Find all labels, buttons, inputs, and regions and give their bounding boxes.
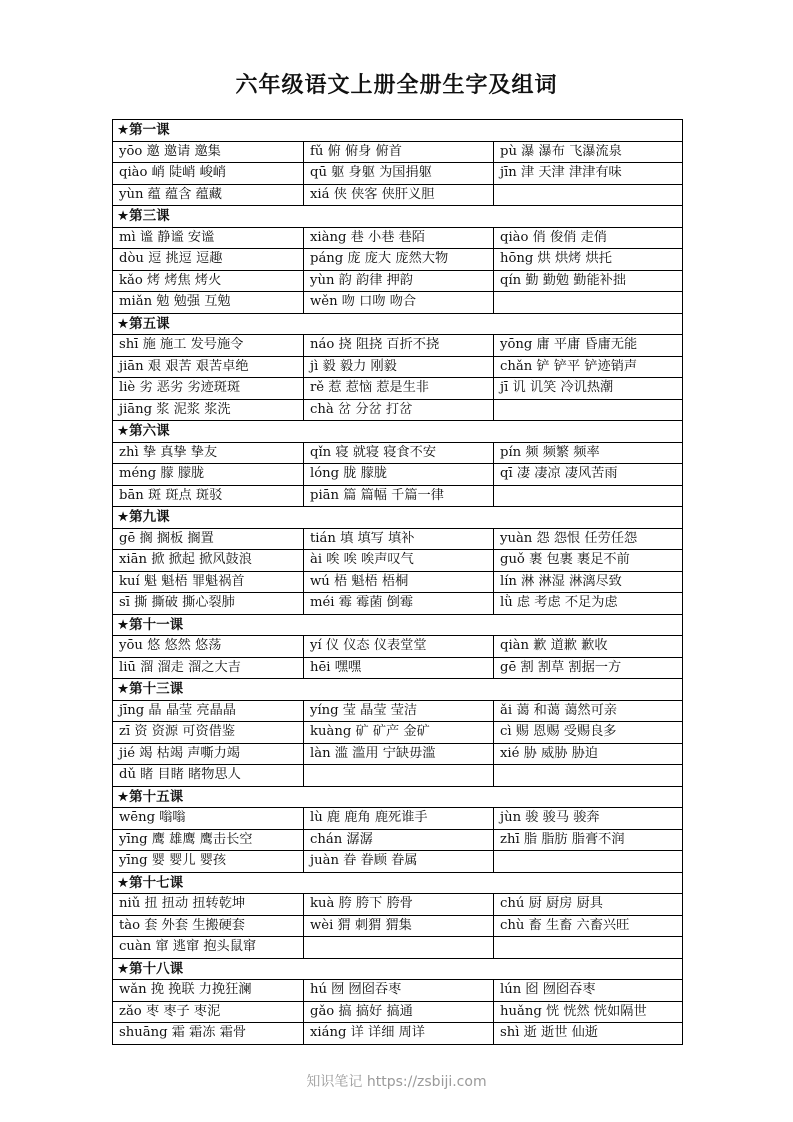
word-cell: jīn 津 天津 津津有味 — [494, 163, 683, 185]
word-cell: pín 频 频繁 频率 — [494, 442, 683, 464]
word-cell: yí 仪 仪态 仪表堂堂 — [304, 636, 494, 658]
word-cell: jiāng 浆 泥浆 浆洗 — [113, 399, 304, 421]
word-cell: xiān 掀 掀起 掀风鼓浪 — [113, 550, 304, 572]
table-row — [113, 163, 683, 185]
word-cell — [494, 292, 683, 314]
table-row — [113, 980, 683, 1002]
word-cell: kuí 魁 魁梧 罪魁祸首 — [113, 571, 304, 593]
table-row — [113, 808, 683, 830]
word-cell: guǒ 裹 包裹 裹足不前 — [494, 550, 683, 572]
word-cell: kuà 胯 胯下 胯骨 — [304, 894, 494, 916]
word-cell: gē 割 割草 割据一方 — [494, 657, 683, 679]
word-cell: gē 搁 搁板 搁置 — [113, 528, 304, 550]
word-cell: yùn 韵 韵律 押韵 — [304, 270, 494, 292]
vocabulary-table — [112, 119, 683, 1045]
vocabulary-table-body — [113, 120, 683, 1045]
word-cell: chǎn 铲 铲平 铲迹销声 — [494, 356, 683, 378]
word-cell: shuāng 霜 霜冻 霜骨 — [113, 1023, 304, 1045]
lesson-heading-row — [113, 206, 683, 228]
word-cell: tào 套 外套 生搬硬套 — [113, 915, 304, 937]
word-cell: sī 撕 撕破 撕心裂肺 — [113, 593, 304, 615]
word-cell: yīng 鹰 雄鹰 鹰击长空 — [113, 829, 304, 851]
word-cell — [494, 765, 683, 787]
word-cell: fǔ 俯 俯身 俯首 — [304, 141, 494, 163]
table-row — [113, 550, 683, 572]
table-row — [113, 743, 683, 765]
word-cell: pù 瀑 瀑布 飞瀑流泉 — [494, 141, 683, 163]
word-cell — [494, 485, 683, 507]
table-row — [113, 1023, 683, 1045]
word-cell: yíng 莹 晶莹 莹洁 — [304, 700, 494, 722]
word-cell: jīng 晶 晶莹 亮晶晶 — [113, 700, 304, 722]
word-cell: gǎo 搞 搞好 搞通 — [304, 1001, 494, 1023]
table-row — [113, 464, 683, 486]
word-cell: jiān 艰 艰苦 艰苦卓绝 — [113, 356, 304, 378]
word-cell: tián 填 填写 填补 — [304, 528, 494, 550]
lesson-heading-row — [113, 958, 683, 980]
word-cell: hēi 嘿嘿 — [304, 657, 494, 679]
word-cell: liū 溜 溜走 溜之大吉 — [113, 657, 304, 679]
word-cell: wú 梧 魁梧 梧桐 — [304, 571, 494, 593]
word-cell: jì 毅 毅力 刚毅 — [304, 356, 494, 378]
table-row — [113, 700, 683, 722]
word-cell: shī 施 施工 发号施令 — [113, 335, 304, 357]
word-cell: xiá 侠 侠客 侠肝义胆 — [304, 184, 494, 206]
table-row — [113, 657, 683, 679]
word-cell: niǔ 扭 扭动 扭转乾坤 — [113, 894, 304, 916]
lesson-heading: ★第九课 — [113, 507, 683, 529]
word-cell: hú 囫 囫囵吞枣 — [304, 980, 494, 1002]
word-cell: rě 惹 惹恼 惹是生非 — [304, 378, 494, 400]
word-cell: ài 唉 唉 唉声叹气 — [304, 550, 494, 572]
word-cell: yīng 婴 婴儿 婴孩 — [113, 851, 304, 873]
word-cell: náo 挠 阻挠 百折不挠 — [304, 335, 494, 357]
word-cell — [304, 765, 494, 787]
word-cell: méng 朦 朦胧 — [113, 464, 304, 486]
table-row — [113, 851, 683, 873]
word-cell: làn 滥 滥用 宁缺毋滥 — [304, 743, 494, 765]
word-cell: yōng 庸 平庸 昏庸无能 — [494, 335, 683, 357]
lesson-heading-row — [113, 120, 683, 142]
word-cell: qī 凄 凄凉 凄风苦雨 — [494, 464, 683, 486]
word-cell: kuàng 矿 矿产 金矿 — [304, 722, 494, 744]
word-cell: qiào 峭 陡峭 峻峭 — [113, 163, 304, 185]
word-cell — [494, 851, 683, 873]
table-row — [113, 335, 683, 357]
word-cell: kǎo 烤 烤焦 烤火 — [113, 270, 304, 292]
table-row — [113, 249, 683, 271]
lesson-heading-row — [113, 507, 683, 529]
table-row — [113, 636, 683, 658]
table-row — [113, 765, 683, 787]
word-cell: yùn 蕴 蕴含 蕴藏 — [113, 184, 304, 206]
word-cell: lǜ 虑 考虑 不足为虑 — [494, 593, 683, 615]
word-cell: méi 霉 霉菌 倒霉 — [304, 593, 494, 615]
table-row — [113, 1001, 683, 1023]
lesson-heading: ★第十三课 — [113, 679, 683, 701]
table-row — [113, 141, 683, 163]
word-cell: wǎn 挽 挽联 力挽狂澜 — [113, 980, 304, 1002]
table-row — [113, 356, 683, 378]
word-cell: chù 畜 生畜 六畜兴旺 — [494, 915, 683, 937]
word-cell: bān 斑 斑点 斑驳 — [113, 485, 304, 507]
table-row — [113, 829, 683, 851]
word-cell: lún 囵 囫囵吞枣 — [494, 980, 683, 1002]
lesson-heading: ★第五课 — [113, 313, 683, 335]
word-cell: juàn 眷 眷顾 眷属 — [304, 851, 494, 873]
word-cell: zhī 脂 脂肪 脂膏不润 — [494, 829, 683, 851]
table-row — [113, 442, 683, 464]
word-cell: dòu 逗 挑逗 逗趣 — [113, 249, 304, 271]
table-row — [113, 528, 683, 550]
word-cell: piān 篇 篇幅 千篇一律 — [304, 485, 494, 507]
word-cell: páng 庞 庞大 庞然大物 — [304, 249, 494, 271]
lesson-heading-row — [113, 614, 683, 636]
table-row — [113, 593, 683, 615]
word-cell: jī 讥 讥笑 冷讥热潮 — [494, 378, 683, 400]
word-cell: huǎng 恍 恍然 恍如隔世 — [494, 1001, 683, 1023]
word-cell — [494, 399, 683, 421]
word-cell: liè 劣 恶劣 劣迹斑斑 — [113, 378, 304, 400]
word-cell: xié 胁 威胁 胁迫 — [494, 743, 683, 765]
word-cell: chán 潺潺 — [304, 829, 494, 851]
lesson-heading: ★第三课 — [113, 206, 683, 228]
table-row — [113, 937, 683, 959]
word-cell: wèi 猬 刺猬 猬集 — [304, 915, 494, 937]
word-cell: jùn 骏 骏马 骏奔 — [494, 808, 683, 830]
word-cell: qín 勤 勤勉 勤能补拙 — [494, 270, 683, 292]
footer-watermark: 知识笔记 https://zsbiji.com — [306, 1074, 487, 1090]
lesson-heading: ★第一课 — [113, 120, 683, 142]
lesson-heading: ★第十五课 — [113, 786, 683, 808]
word-cell: yōo 邀 邀请 邀集 — [113, 141, 304, 163]
table-row — [113, 915, 683, 937]
lesson-heading-row — [113, 679, 683, 701]
word-cell: xiàng 巷 小巷 巷陌 — [304, 227, 494, 249]
word-cell: shì 逝 逝世 仙逝 — [494, 1023, 683, 1045]
word-cell — [494, 937, 683, 959]
table-row — [113, 378, 683, 400]
table-row — [113, 184, 683, 206]
word-cell: qiào 俏 俊俏 走俏 — [494, 227, 683, 249]
word-cell: xiáng 详 详细 周详 — [304, 1023, 494, 1045]
table-row — [113, 292, 683, 314]
table-row — [113, 485, 683, 507]
word-cell: chà 岔 分岔 打岔 — [304, 399, 494, 421]
word-cell: wēng 嗡嗡 — [113, 808, 304, 830]
word-cell: lù 鹿 鹿角 鹿死谁手 — [304, 808, 494, 830]
table-row — [113, 722, 683, 744]
word-cell: ǎi 蔼 和蔼 蔼然可亲 — [494, 700, 683, 722]
word-cell: yōu 悠 悠然 悠荡 — [113, 636, 304, 658]
lesson-heading: ★第十八课 — [113, 958, 683, 980]
lesson-heading-row — [113, 786, 683, 808]
lesson-heading-row — [113, 421, 683, 443]
table-row — [113, 399, 683, 421]
page-title: 六年级语文上册全册生字及组词 — [235, 73, 558, 98]
word-cell: chú 厨 厨房 厨具 — [494, 894, 683, 916]
table-row — [113, 894, 683, 916]
word-cell: yuàn 怨 怨恨 任劳任怨 — [494, 528, 683, 550]
lesson-heading: ★第十一课 — [113, 614, 683, 636]
lesson-heading-row — [113, 313, 683, 335]
word-cell: mì 谧 静谧 安谧 — [113, 227, 304, 249]
word-cell: cì 赐 恩赐 受赐良多 — [494, 722, 683, 744]
word-cell: zhì 挚 真挚 挚友 — [113, 442, 304, 464]
word-cell: qǐn 寝 就寝 寝食不安 — [304, 442, 494, 464]
word-cell: cuàn 窜 逃窜 抱头鼠窜 — [113, 937, 304, 959]
word-cell: miǎn 勉 勉强 互勉 — [113, 292, 304, 314]
lesson-heading: ★第六课 — [113, 421, 683, 443]
word-cell: hōng 烘 烘烤 烘托 — [494, 249, 683, 271]
table-row — [113, 571, 683, 593]
word-cell: qū 躯 身躯 为国捐躯 — [304, 163, 494, 185]
word-cell — [304, 937, 494, 959]
word-cell: lóng 胧 朦胧 — [304, 464, 494, 486]
lesson-heading-row — [113, 872, 683, 894]
lesson-heading: ★第十七课 — [113, 872, 683, 894]
word-cell — [494, 184, 683, 206]
table-row — [113, 227, 683, 249]
word-cell: zī 资 资源 可资借鉴 — [113, 722, 304, 744]
word-cell: dǔ 睹 目睹 睹物思人 — [113, 765, 304, 787]
word-cell: wěn 吻 口吻 吻合 — [304, 292, 494, 314]
word-cell: jié 竭 枯竭 声嘶力竭 — [113, 743, 304, 765]
word-cell: lín 淋 淋湿 淋漓尽致 — [494, 571, 683, 593]
word-cell: qiàn 歉 道歉 歉收 — [494, 636, 683, 658]
word-cell: zǎo 枣 枣子 枣泥 — [113, 1001, 304, 1023]
table-row — [113, 270, 683, 292]
